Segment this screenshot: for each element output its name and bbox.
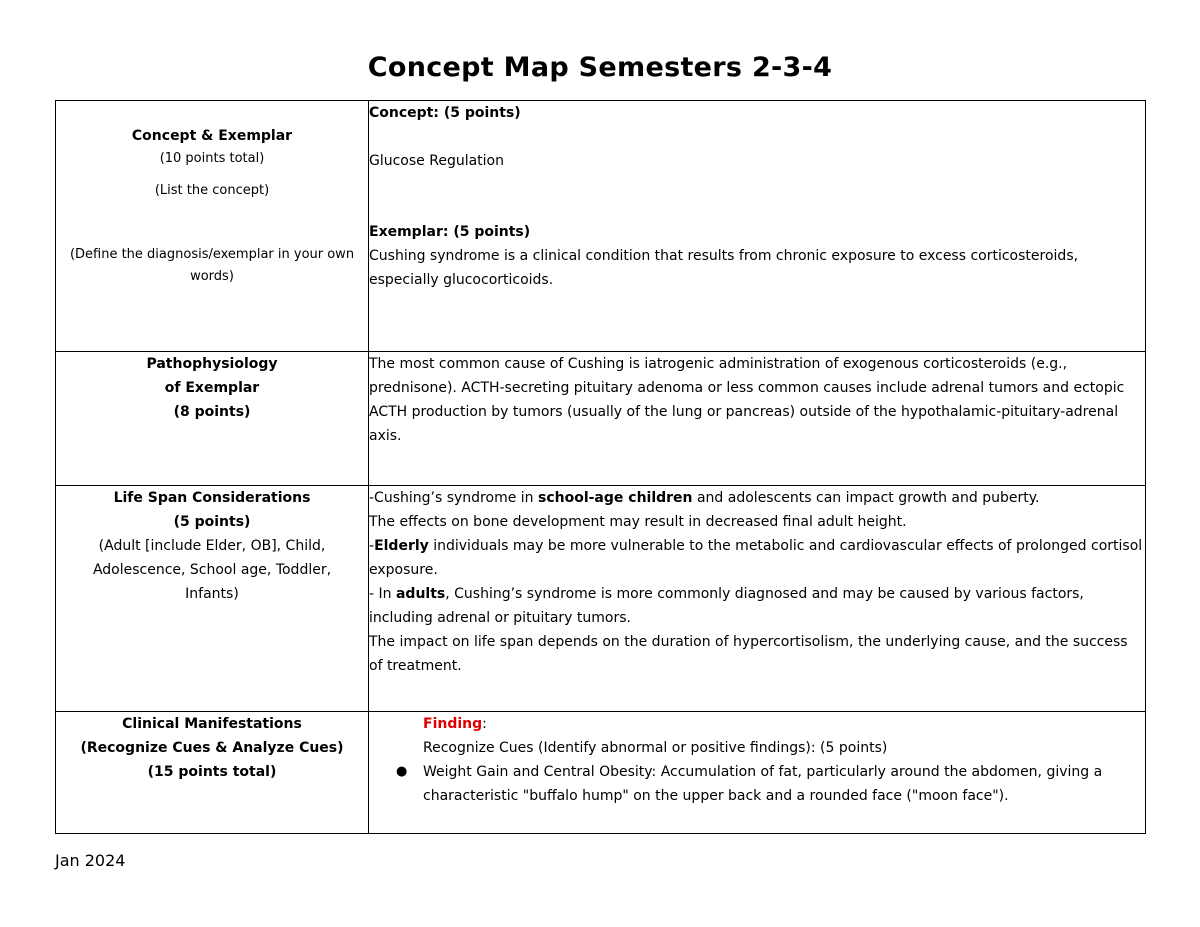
clinical-heading-line2: (Recognize Cues & Analyze Cues) xyxy=(80,740,344,756)
life-span-elderly: -Elderly individuals may be more vulnerable to the metabolic and cardiovascular effects of prolonged cortisol exposure. xyxy=(369,538,1143,578)
life-span-bone-development: The effects on bone development may result in decreased final adult height. xyxy=(369,514,907,530)
clinical-content-cell xyxy=(369,712,1146,834)
define-exemplar-note: (Define the diagnosis/exemplar in your own words) xyxy=(69,247,355,284)
table-row-concept xyxy=(56,101,1146,352)
clinical-label-cell xyxy=(56,712,369,834)
table-row-clinical xyxy=(56,712,1146,834)
table-row-life-span xyxy=(56,486,1146,712)
life-span-content-cell xyxy=(369,486,1146,712)
life-span-heading: Life Span Considerations xyxy=(113,490,311,506)
concept-map-table xyxy=(55,100,1146,834)
life-span-school-age: -Cushing’s syndrome in school-age children and adolescents can impact growth and puberty. xyxy=(369,490,1040,506)
list-concept-note: (List the concept) xyxy=(154,183,270,198)
page-title: Concept Map Semesters 2-3-4 xyxy=(367,52,833,83)
table-row-pathophysiology xyxy=(56,352,1146,486)
life-span-note: (Adult [include Elder, OB], Child, Adolescence, School age, Toddler, Infants) xyxy=(92,538,332,602)
finding-header: Finding: xyxy=(423,716,487,732)
life-span-adults: - In adults, Cushing’s syndrome is more commonly diagnosed and may be caused by various factors, including adrenal or pituitary tumors. xyxy=(369,586,1084,626)
bullet-text: Weight Gain and Central Obesity: Accumulation of fat, particularly around the abdomen, giving a characteristic "buffalo hump" on the upper back and a rounded face ("moon face"). xyxy=(423,764,1103,804)
footer-date: Jan 2024 xyxy=(55,851,126,870)
exemplar-text: Cushing syndrome is a clinical condition that results from chronic exposure to excess corticosteroids, especially glucocorticoids. xyxy=(369,248,1079,288)
concept-exemplar-label-cell xyxy=(56,101,369,352)
pathophysiology-heading-line2: of Exemplar xyxy=(164,380,260,396)
clinical-heading-line1: Clinical Manifestations xyxy=(122,716,302,732)
concept-exemplar-heading: Concept & Exemplar xyxy=(131,128,293,144)
exemplar-label: Exemplar: (5 points) xyxy=(369,224,531,240)
concept-exemplar-points: (10 points total) xyxy=(159,151,265,166)
list-item xyxy=(369,760,1145,808)
life-span-impact: The impact on life span depends on the duration of hypercortisolism, the underlying cause, and the success of treatment. xyxy=(369,634,1128,674)
concept-exemplar-content-cell xyxy=(369,101,1146,352)
concept-label: Concept: (5 points) xyxy=(369,105,521,121)
pathophysiology-content-cell xyxy=(369,352,1146,486)
bullet-icon: ● xyxy=(396,764,408,779)
pathophysiology-points: (8 points) xyxy=(173,404,251,420)
life-span-points: (5 points) xyxy=(173,514,251,530)
pathophysiology-label-cell xyxy=(56,352,369,486)
recognize-cues-text: Recognize Cues (Identify abnormal or positive findings): (5 points) xyxy=(423,740,888,756)
pathophysiology-text: The most common cause of Cushing is iatrogenic administration of exogenous corticosteroids (e.g., prednisone). ACTH-secreting pituitary adenoma or less common causes include adrenal tumors and ectopic ACTH production by tumors (usually of the lung or pancreas) outside of the hypothalamic-pituitary-adrenal axis. xyxy=(369,356,1125,444)
clinical-points: (15 points total) xyxy=(147,764,277,780)
concept-value: Glucose Regulation xyxy=(369,153,504,169)
finding-label: Finding xyxy=(423,716,483,732)
life-span-label-cell xyxy=(56,486,369,712)
pathophysiology-heading-line1: Pathophysiology xyxy=(146,356,278,372)
